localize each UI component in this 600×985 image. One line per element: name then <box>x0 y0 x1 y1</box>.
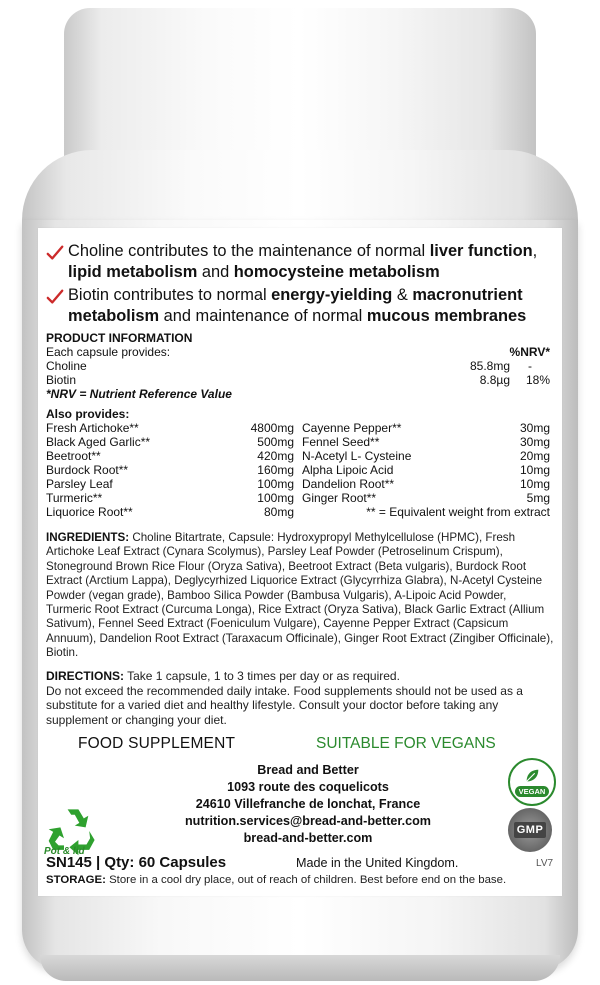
nutrient-nrv: 18% <box>525 373 550 387</box>
claim-bold-text: homocysteine metabolism <box>233 263 440 281</box>
nutrient-name: Choline <box>46 359 87 373</box>
also-provides-title: Also provides: <box>46 407 130 421</box>
item-name: Fennel Seed** <box>302 435 380 449</box>
list-item <box>302 477 550 491</box>
food-supplement-heading: FOOD SUPPLEMENT <box>78 735 236 752</box>
bottle-base <box>40 955 560 981</box>
nutrient-nrv: - <box>528 359 532 373</box>
health-claims <box>46 241 556 329</box>
item-amount: 4800mg <box>250 421 294 435</box>
nutrient-amount: 85.8mg <box>469 359 510 373</box>
also-provides-right <box>302 421 550 519</box>
directions-text: Take 1 capsule, 1 to 3 times per day or as required. <box>124 669 400 683</box>
gmp-badge <box>508 808 552 852</box>
item-amount: 100mg <box>257 491 294 505</box>
claim-biotin <box>46 285 556 327</box>
made-in: Made in the United Kingdom. <box>296 856 459 870</box>
list-item <box>302 463 550 477</box>
item-name: Fresh Artichoke** <box>46 421 139 435</box>
list-item <box>46 435 294 449</box>
directions-label: DIRECTIONS: <box>46 669 124 683</box>
nrv-header: %NRV* <box>509 345 550 359</box>
item-name: Turmeric** <box>46 491 103 505</box>
vegan-badge-label: VEGAN <box>515 786 550 797</box>
claim-text: Choline contributes to the maintenance of normal <box>68 242 430 260</box>
list-item <box>46 491 294 505</box>
item-amount: 80mg <box>263 505 294 519</box>
list-item <box>46 449 294 463</box>
suitable-for-vegans-heading: SUITABLE FOR VEGANS <box>316 735 496 752</box>
company-name: Bread and Better <box>257 763 359 777</box>
claim-text: and maintenance of normal <box>159 307 367 325</box>
claim-bold-text: lipid metabolism <box>68 263 198 281</box>
storage <box>46 874 558 886</box>
list-item <box>302 449 550 463</box>
directions-warning: Do not exceed the recommended daily intake. Food supplements should not be used as a substitute for a varied diet and healthy lifestyle. Consult your doctor before taking any supplement or changing your diet. <box>46 683 523 727</box>
item-name: Alpha Lipoic Acid <box>302 463 394 477</box>
company-details <box>138 762 478 847</box>
claim-line-1 <box>68 285 556 306</box>
claim-bold-text: liver function <box>429 242 533 260</box>
list-item <box>46 421 294 435</box>
storage-label: STORAGE: <box>46 874 106 886</box>
claim-bold-text: macronutrient <box>412 286 523 304</box>
claim-line-2 <box>68 306 556 327</box>
product-code-quantity: SN145 | Qty: 60 Capsules <box>46 854 227 871</box>
item-amount: 10mg <box>519 477 550 491</box>
nutrient-amount: 8.8µg <box>479 373 510 387</box>
claim-text: and <box>197 263 234 281</box>
list-item <box>302 491 550 505</box>
item-amount: 30mg <box>519 421 550 435</box>
claim-text: Biotin contributes to normal <box>68 286 272 304</box>
nrv-header-row <box>46 345 550 359</box>
nutrient-values <box>450 359 550 373</box>
item-name: Black Aged Garlic** <box>46 435 151 449</box>
also-provides-grid <box>46 421 550 519</box>
company-website: bread-and-better.com <box>243 831 373 845</box>
item-name: Beetroot** <box>46 449 101 463</box>
product-info-title: PRODUCT INFORMATION <box>46 331 193 345</box>
nutrient-row <box>46 373 550 387</box>
item-name: Parsley Leaf <box>46 477 113 491</box>
checkmark-icon <box>46 288 64 306</box>
product-label <box>38 228 562 896</box>
list-item <box>46 477 294 491</box>
ingredients-text: Choline Bitartrate, Capsule: Hydroxypropyl Methylcellulose (HPMC), Fresh Artichoke Leaf Extract (Cynara Scolymus), Parsley Leaf Powder (Petroselinum Crispum), Stoneground Brown Rice Flour (Oryza Sativa), Beetroot Extract (Beta vulgaris), Burdock Root Extract (Arctium Lappa), Deglycyrhized Liquorice Extract (Glycyrrhiza Glabra), N-Acetyl Cysteine Powder (vegan grade), Bamboo Silica Powder (Bambusa Vulgaris), A-Lipoic Acid Powder, Turmeric Root Extract (Curcuma Longa), Rice Extract (Oryza Sativa), Black Garlic Extract (Allium Sativum), Fennel Seed Extract (Foeniculum Vulgare), Cayenne Pepper Extract (Capsicum Annuum), Dandelion Root Extract (Taraxacum Officinale), Ginger Root Extract (Zingiber Officinale), Biotin. <box>46 531 554 660</box>
company-address-1: 1093 route des coquelicots <box>227 780 389 794</box>
claim-choline <box>46 241 556 283</box>
item-amount: 100mg <box>257 477 294 491</box>
item-amount: 160mg <box>257 463 294 477</box>
ingredients-label: INGREDIENTS: <box>46 531 130 544</box>
item-amount: 5mg <box>526 491 550 505</box>
item-amount: 500mg <box>257 435 294 449</box>
item-amount: 20mg <box>519 449 550 463</box>
item-name: Ginger Root** <box>302 491 377 505</box>
nutrient-name: Biotin <box>46 373 77 387</box>
leaf-icon <box>523 767 541 785</box>
claim-line-2 <box>68 262 556 283</box>
item-amount: 420mg <box>257 449 294 463</box>
item-name: N-Acetyl L- Cysteine <box>302 449 412 463</box>
claim-line-1 <box>68 241 556 262</box>
each-capsule-label: Each capsule provides: <box>46 345 171 359</box>
directions-line-1 <box>46 669 554 684</box>
ingredients <box>46 531 554 661</box>
gmp-badge-label: GMP <box>514 822 547 838</box>
list-item <box>46 505 294 519</box>
list-item <box>302 435 550 449</box>
checkmark-icon <box>46 244 64 262</box>
list-item <box>302 421 550 435</box>
claim-text: , <box>532 242 538 260</box>
claim-bold-text: energy-yielding <box>271 286 393 304</box>
item-amount: 10mg <box>519 463 550 477</box>
item-amount: 30mg <box>519 435 550 449</box>
company-address-2: 24610 Villefranche de lonchat, France <box>195 797 421 811</box>
nutrient-row <box>46 359 550 373</box>
product-information <box>46 331 550 519</box>
label-version: LV7 <box>536 858 554 869</box>
company-email: nutrition.services@bread-and-better.com <box>184 814 432 828</box>
item-name: Liquorice Root** <box>46 505 133 519</box>
vegan-badge <box>508 758 556 806</box>
claim-bold-text: mucous membranes <box>366 307 527 325</box>
directions <box>46 669 554 727</box>
item-name: Cayenne Pepper** <box>302 421 402 435</box>
item-name: Burdock Root** <box>46 463 129 477</box>
item-name: Dandelion Root** <box>302 477 395 491</box>
recycle-caption: Pot & lid <box>44 846 85 857</box>
nrv-note: *NRV = Nutrient Reference Value <box>46 387 232 401</box>
equivalent-weight-note: ** = Equivalent weight from extract <box>366 505 550 519</box>
claim-bold-text: metabolism <box>68 307 160 325</box>
storage-text: Store in a cool dry place, out of reach of children. Best before end on the base. <box>105 874 507 886</box>
nutrient-values <box>450 373 550 387</box>
claim-text: & <box>392 286 413 304</box>
also-provides-left <box>46 421 294 519</box>
list-item <box>46 463 294 477</box>
